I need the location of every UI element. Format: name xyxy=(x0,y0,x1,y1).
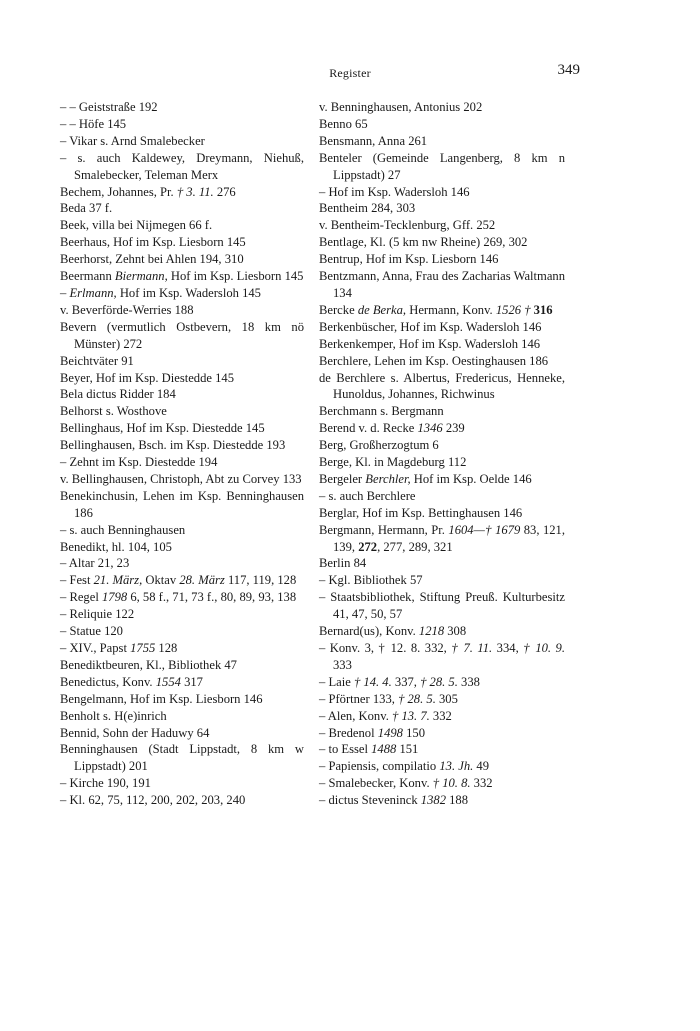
index-entry xyxy=(319,708,565,725)
index-entry xyxy=(60,725,304,742)
entry-text: Bensmann, Anna 261 xyxy=(319,133,428,148)
index-entry xyxy=(319,674,565,691)
entry-text: Bela dictus Ridder 184 xyxy=(60,387,176,402)
index-entry xyxy=(60,589,304,606)
entry-text: 317 xyxy=(180,674,203,689)
entry-italic-text: 1498 xyxy=(377,725,403,740)
entry-text: – Kirche 190, 191 xyxy=(60,776,151,791)
entry-text: Berge, Kl. in Magdeburg 112 xyxy=(319,455,467,470)
index-entry xyxy=(60,200,304,217)
entry-text: Bergeler xyxy=(319,471,366,486)
index-entry xyxy=(60,184,304,201)
entry-text: 337, xyxy=(391,674,421,689)
entry-text: – Staatsbibliothek, Stiftung Preuß. Kulturbesitz 41, 47, 50, 57 xyxy=(319,590,565,622)
entry-italic-text: † 28. 5. xyxy=(420,674,458,689)
entry-text: Hof im Ksp. Wadersloh 145 xyxy=(116,285,261,300)
index-entry xyxy=(60,691,304,708)
entry-text: Benninghausen (Stadt Lippstadt, 8 km w Lippstadt) 201 xyxy=(60,742,304,774)
index-entry xyxy=(319,758,565,775)
entry-text: – Bredenol xyxy=(319,725,378,740)
index-entry xyxy=(60,471,304,488)
entry-text: Berkenbüscher, Hof im Ksp. Wadersloh 146 xyxy=(319,319,542,334)
entry-text: Bentrup, Hof im Ksp. Liesborn 146 xyxy=(319,252,499,267)
entry-text: – Zehnt im Ksp. Diestedde 194 xyxy=(60,455,218,470)
entry-text: Beek, villa bei Nijmegen 66 f. xyxy=(60,218,213,233)
entry-text: Bentlage, Kl. (5 km nw Rheine) 269, 302 xyxy=(319,235,528,250)
entry-italic-text: 1346 xyxy=(417,421,443,436)
index-entry xyxy=(319,505,565,522)
entry-text: Benekinchusin, Lehen im Ksp. Benninghausen 186 xyxy=(60,488,304,520)
running-head xyxy=(0,64,700,82)
entry-text: 151 xyxy=(396,742,419,757)
index-entry xyxy=(60,555,304,572)
index-entry xyxy=(60,741,304,775)
entry-text: Bechem, Johannes, Pr. xyxy=(60,184,177,199)
index-entry xyxy=(60,217,304,234)
index-entry xyxy=(319,200,565,217)
page-number: 349 xyxy=(557,62,580,78)
entry-italic-text: † 10. 8. xyxy=(432,776,471,791)
entry-text: Beichtväter 91 xyxy=(60,353,134,368)
entry-text: – dictus Steveninck xyxy=(319,793,421,808)
entry-text: 333 xyxy=(333,657,352,672)
entry-text: Bengelmann, Hof im Ksp. Liesborn 146 xyxy=(60,691,263,706)
entry-text: – s. auch Benninghausen xyxy=(60,522,186,537)
index-entry xyxy=(60,251,304,268)
index-entry xyxy=(60,99,304,116)
entry-text: Berlin 84 xyxy=(319,556,367,571)
index-entry xyxy=(60,640,304,657)
entry-text: – Hof im Ksp. Wadersloh 146 xyxy=(319,184,470,199)
entry-text: Bevern (vermutlich Ostbevern, 18 km nö Münster) 272 xyxy=(60,319,304,351)
index-entry xyxy=(319,133,565,150)
entry-text: – Smalebecker, Konv. xyxy=(319,776,433,791)
index-entry xyxy=(60,386,304,403)
index-entry xyxy=(319,792,565,809)
entry-text: Bentzmann, Anna, Frau des Zacharias Waltmann 134 xyxy=(319,269,566,300)
entry-italic-text: † 10. 9. xyxy=(523,641,565,655)
index-entry xyxy=(319,150,565,184)
index-entry xyxy=(60,623,304,640)
index-entry xyxy=(319,217,565,234)
entry-italic-text: de Berka, xyxy=(357,302,407,317)
entry-text: Benno 65 xyxy=(319,116,368,131)
index-entry xyxy=(60,285,304,302)
entry-text: Bercke xyxy=(319,302,358,317)
entry-italic-text: 1488 xyxy=(371,742,397,757)
index-entry xyxy=(319,775,565,792)
entry-text: Berchmann s. Bergmann xyxy=(319,404,444,419)
page-title: Register xyxy=(329,66,371,80)
entry-italic-text: 1526 † xyxy=(495,302,531,317)
index-entry xyxy=(319,251,565,268)
index-entry xyxy=(60,522,304,539)
entry-text: v. Bentheim-Tecklenburg, Gff. 252 xyxy=(319,218,496,233)
entry-text: Beda 37 f. xyxy=(60,201,113,216)
entry-text: Berglar, Hof im Ksp. Bettinghausen 146 xyxy=(319,505,523,520)
entry-text: v. Bellinghausen, Christoph, Abt zu Corvey 133 xyxy=(60,471,302,486)
index-entry xyxy=(319,116,565,133)
entry-italic-text: Biermann, xyxy=(114,269,168,284)
entry-text: Beyer, Hof im Ksp. Diestedde 145 xyxy=(60,370,235,385)
index-entry xyxy=(319,420,565,437)
entry-text: Benholt s. H(e)inrich xyxy=(60,708,167,723)
entry-text: – – Höfe 145 xyxy=(60,116,127,131)
index-entry xyxy=(319,555,565,572)
entry-text: – xyxy=(60,285,70,300)
entry-text: 150 xyxy=(402,725,425,740)
entry-text: v. Beverförde-Werries 188 xyxy=(60,302,194,317)
index-entry xyxy=(319,234,565,251)
entry-italic-text: 1382 xyxy=(420,793,446,808)
index-entry xyxy=(60,674,304,691)
entry-text: Beerhorst, Zehnt bei Ahlen 194, 310 xyxy=(60,252,244,267)
entry-text: v. Benninghausen, Antonius 202 xyxy=(319,100,483,114)
index-entry xyxy=(60,234,304,251)
entry-text: – Konv. 3, † 12. 8. 332, xyxy=(319,641,452,655)
entry-italic-text: Erlmann, xyxy=(69,285,117,300)
entry-text: – s. auch Kaldewey, Dreymann, Niehuß, Smalebecker, Teleman Merx xyxy=(60,150,304,182)
index-entry xyxy=(319,99,565,116)
entry-italic-text: 1554 xyxy=(155,674,181,689)
entry-italic-text: Berchler, xyxy=(365,471,411,486)
index-entry xyxy=(60,420,304,437)
entry-text: 276 xyxy=(213,184,236,199)
entry-text: Beermann xyxy=(60,269,115,284)
entry-bold-text: 272 xyxy=(358,539,378,554)
entry-italic-text: † 3. 11. xyxy=(176,184,214,199)
entry-text: Benedikt, hl. 104, 105 xyxy=(60,539,172,554)
entry-text: Bellinghausen, Bsch. im Ksp. Diestedde 193 xyxy=(60,438,286,453)
entry-text: Bentheim 284, 303 xyxy=(319,201,416,216)
index-entry xyxy=(60,488,304,522)
entry-text: 334, xyxy=(492,641,524,655)
entry-text: 338 xyxy=(457,674,480,689)
entry-italic-text: † 28. 5. xyxy=(398,691,436,706)
entry-text: 239 xyxy=(442,421,465,436)
entry-text: 83, 121, 139, xyxy=(333,522,565,554)
entry-text: Berchlere, Lehen im Ksp. Oestinghausen 186 xyxy=(319,353,549,368)
entry-text: Benteler (Gemeinde Langenberg, 8 km n Lippstadt) 27 xyxy=(319,150,565,182)
entry-italic-text: † 13. 7. xyxy=(392,708,430,723)
entry-text: Berkenkemper, Hof im Ksp. Wadersloh 146 xyxy=(319,336,541,351)
entry-text: Benedictus, Konv. xyxy=(60,674,156,689)
entry-text: – Reliquie 122 xyxy=(60,607,135,622)
entry-text: 49 xyxy=(473,759,490,774)
entry-bold-text: 316 xyxy=(533,302,553,317)
index-entry xyxy=(319,403,565,420)
index-column-left xyxy=(60,99,304,809)
entry-text: – – Geiststraße 192 xyxy=(60,100,158,114)
index-entry xyxy=(319,691,565,708)
entry-text: 305 xyxy=(435,691,458,706)
entry-text: Bergmann, Hermann, Pr. xyxy=(319,522,449,537)
index-entry xyxy=(319,437,565,454)
entry-text: 117, 119, 128 xyxy=(224,573,297,588)
entry-text: Hof im Ksp. Oelde 146 xyxy=(410,471,532,486)
entry-italic-text: 1604—† 1679 xyxy=(448,522,521,537)
index-entry xyxy=(319,623,565,640)
index-entry xyxy=(319,741,565,758)
entry-text: – Regel xyxy=(60,590,102,605)
entry-text: – XIV., Papst xyxy=(60,641,131,655)
entry-text: de Berchlere s. Albertus, Fredericus, Henneke, Hunoldus, Johannes, Richwinus xyxy=(319,370,565,402)
entry-italic-text: 1218 xyxy=(418,624,445,639)
index-entry xyxy=(60,657,304,674)
index-entry xyxy=(60,403,304,420)
entry-text: Hof im Ksp. Liesborn 145 xyxy=(167,269,304,284)
index-entry xyxy=(319,184,565,201)
index-entry xyxy=(60,539,304,556)
index-entry xyxy=(60,792,304,809)
entry-text: 308 xyxy=(444,624,467,639)
entry-text: – Laie xyxy=(319,674,354,689)
entry-text: Hermann, Konv. xyxy=(406,302,496,317)
index-entry xyxy=(319,302,565,319)
entry-text: – Pförtner 133, xyxy=(319,691,399,706)
index-entry xyxy=(319,454,565,471)
entry-text: Bernard(us), Konv. xyxy=(319,624,419,639)
entry-text: 6, 58 f., 71, 73 f., 80, 89, 93, 138 xyxy=(127,590,297,605)
index-entry xyxy=(60,268,304,285)
entry-italic-text: 1798 xyxy=(101,590,128,605)
entry-text: – Papiensis, compilatio xyxy=(319,759,440,774)
index-entry xyxy=(60,606,304,623)
entry-text: – Kl. 62, 75, 112, 200, 202, 203, 240 xyxy=(60,793,246,808)
index-entry xyxy=(60,150,304,184)
index-entry xyxy=(60,775,304,792)
entry-text: 332 xyxy=(429,708,452,723)
index-entry xyxy=(319,336,565,353)
index-entry xyxy=(60,708,304,725)
index-entry xyxy=(319,319,565,336)
entry-text: 128 xyxy=(155,641,178,655)
entry-text: – s. auch Berchlere xyxy=(319,488,416,503)
index-entry xyxy=(60,370,304,387)
entry-italic-text: 28. März xyxy=(179,573,225,588)
entry-italic-text: 13. Jh. xyxy=(439,759,474,774)
entry-text: – Vikar s. Arnd Smalebecker xyxy=(60,133,205,148)
entry-text: , 277, 289, 321 xyxy=(377,539,453,554)
index-entry xyxy=(60,319,304,353)
entry-text: Berend v. d. Recke xyxy=(319,421,418,436)
index-entry xyxy=(60,116,304,133)
entry-text: Berg, Großherzogtum 6 xyxy=(319,438,439,453)
entry-text: Belhorst s. Wosthove xyxy=(60,404,167,419)
index-entry xyxy=(60,437,304,454)
index-entry xyxy=(60,572,304,589)
entry-text: – Kgl. Bibliothek 57 xyxy=(319,573,423,588)
entry-text: 188 xyxy=(445,793,469,808)
index-entry xyxy=(319,589,565,623)
entry-text: – Statue 120 xyxy=(60,624,123,639)
entry-text: – Alen, Konv. xyxy=(319,708,392,723)
entry-text: Beerhaus, Hof im Ksp. Liesborn 145 xyxy=(60,235,246,250)
index-entry xyxy=(319,522,565,556)
entry-text: 332 xyxy=(470,776,493,791)
index-entry xyxy=(60,353,304,370)
index-column-right xyxy=(319,99,565,809)
index-entry xyxy=(319,353,565,370)
entry-text: – Fest xyxy=(60,573,94,588)
entry-text: Benediktbeuren, Kl., Bibliothek 47 xyxy=(60,657,237,672)
entry-text: – to Essel xyxy=(319,742,372,757)
index-entry xyxy=(319,488,565,505)
entry-italic-text: 1755 xyxy=(130,641,156,655)
index-entry xyxy=(319,471,565,488)
index-entry xyxy=(319,268,565,302)
entry-text: Oktav xyxy=(142,573,180,588)
entry-italic-text: † 14. 4. xyxy=(353,674,392,689)
entry-text: Bennid, Sohn der Haduwy 64 xyxy=(60,725,210,740)
entry-text: – Altar 21, 23 xyxy=(60,556,130,571)
index-entry xyxy=(319,370,565,404)
index-entry xyxy=(319,640,565,674)
index-entry xyxy=(60,133,304,150)
index-entry xyxy=(60,454,304,471)
entry-text: Bellinghaus, Hof im Ksp. Diestedde 145 xyxy=(60,421,265,436)
index-entry xyxy=(319,725,565,742)
index-entry xyxy=(319,572,565,589)
entry-italic-text: 21. März, xyxy=(93,573,143,588)
entry-italic-text: † 7. 11. xyxy=(451,641,493,655)
index-entry xyxy=(60,302,304,319)
